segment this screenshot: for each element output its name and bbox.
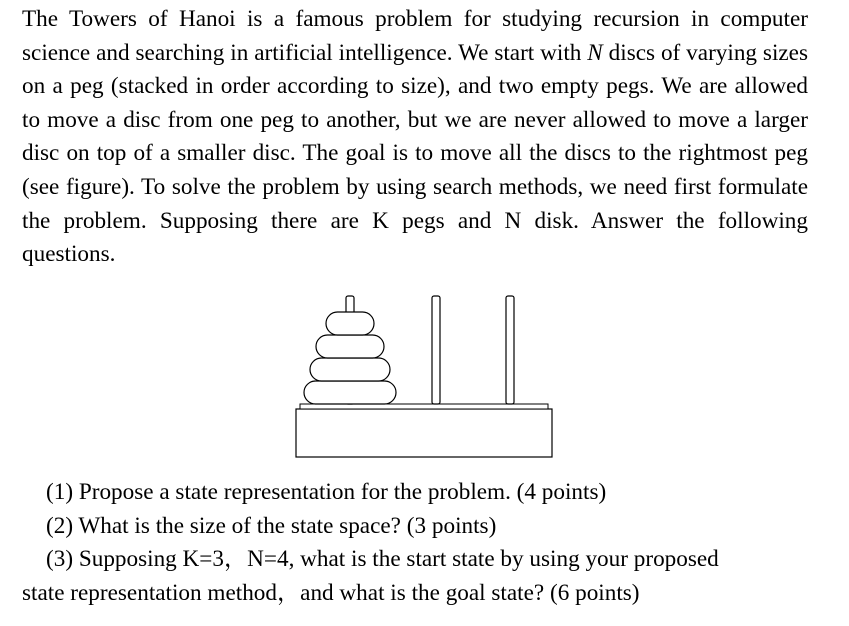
peg-right xyxy=(506,296,514,404)
disc-4 xyxy=(304,381,396,404)
question-3-line-1: (3) Supposing K=3，N=4, what is the start state by using your proposed xyxy=(46,546,719,573)
question-3-line-2: state representation method，and what is the goal state? (6 points) xyxy=(22,579,640,606)
platform xyxy=(300,404,548,409)
disc-2 xyxy=(316,335,384,358)
intro-text-part2: discs of varying sizes on a peg (stacked in order according to size), and two empty pegs. We are allowed to move a disc from one peg to another, but we are never allowed to move a larger disc on top of a smaller disc. The goal is to move all the discs to the rightmost peg (see figure). To solve the problem by using search methods, we need first formulate the problem. Supposing there are K pegs and N disk. Answer the following questions. xyxy=(22,39,808,268)
question-list xyxy=(22,476,812,610)
disc-3 xyxy=(310,358,390,381)
base-board xyxy=(296,409,552,457)
intro-text-part1: The Towers of Hanoi is a famous problem for studying recursion in computer science and searching in artificial intelligence. We start with xyxy=(22,6,808,66)
n-variable: N xyxy=(587,39,603,66)
question-2: (2) What is the size of the state space? (3 points) xyxy=(46,512,497,539)
disc-1 xyxy=(326,312,374,335)
question-1: (1) Propose a state representation for the problem. (4 points) xyxy=(46,479,607,505)
towers-of-hanoi-figure xyxy=(290,288,560,464)
peg-middle xyxy=(432,296,440,404)
problem-description xyxy=(22,3,808,272)
